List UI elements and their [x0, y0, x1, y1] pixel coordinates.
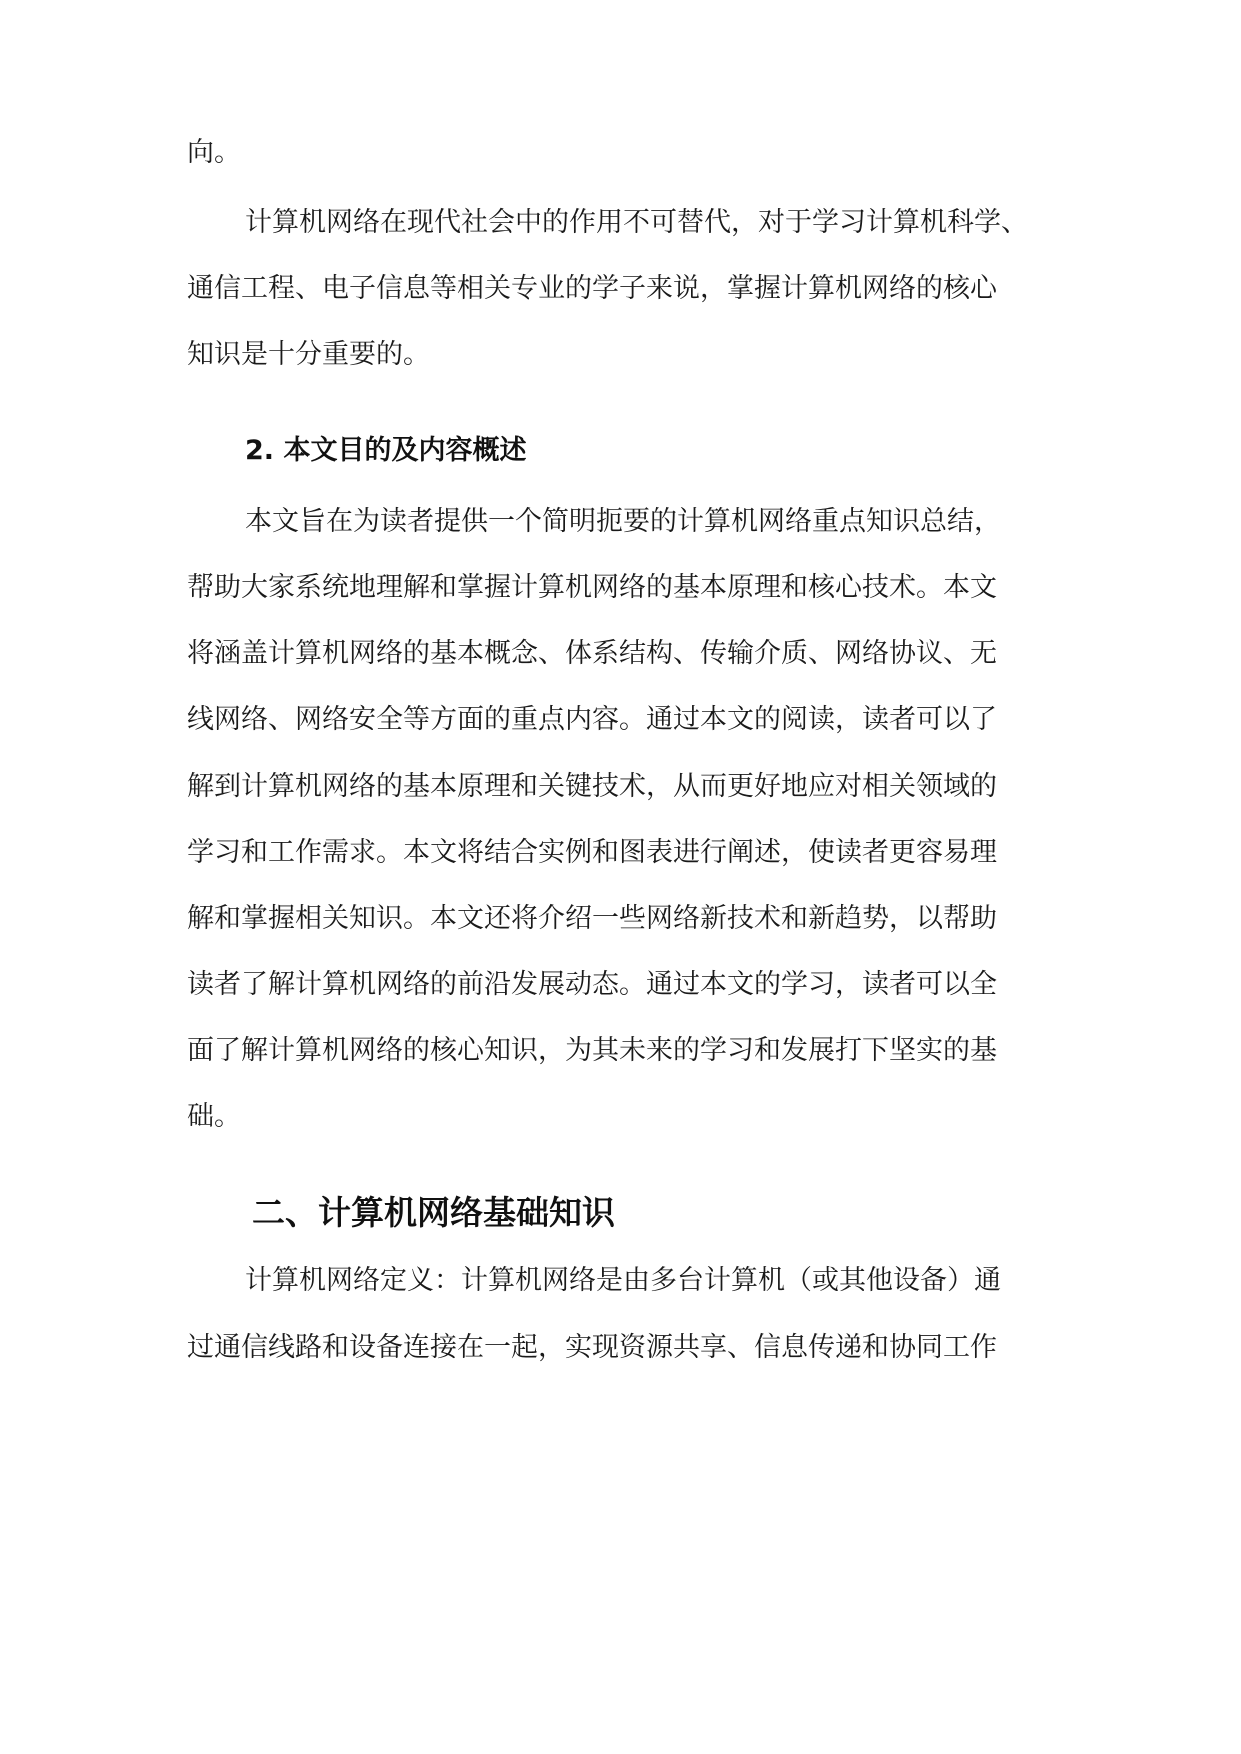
paragraph-line: 知识是十分重要的。: [187, 339, 430, 370]
paragraph-line: 解和掌握相关知识。本文还将介绍一些网络新技术和新趋势，以帮助: [187, 903, 997, 934]
paragraph-line: 读者了解计算机网络的前沿发展动态。通过本文的学习，读者可以全: [187, 969, 997, 1000]
paragraph-line: 计算机网络定义：计算机网络是由多台计算机（或其他设备）通: [245, 1265, 1001, 1296]
chapter-heading: 二、计算机网络基础知识: [252, 1193, 615, 1232]
paragraph-line: 计算机网络在现代社会中的作用不可替代，对于学习计算机科学、: [245, 207, 1028, 238]
paragraph-line: 向。: [187, 137, 241, 168]
paragraph-line: 本文旨在为读者提供一个简明扼要的计算机网络重点知识总结，: [245, 506, 1001, 537]
paragraph-line: 帮助大家系统地理解和掌握计算机网络的基本原理和核心技术。本文: [187, 572, 997, 603]
paragraph-line: 将涵盖计算机网络的基本概念、体系结构、传输介质、网络协议、无: [187, 638, 997, 669]
paragraph-line: 面了解计算机网络的核心知识，为其未来的学习和发展打下坚实的基: [187, 1035, 997, 1066]
paragraph-line: 础。: [187, 1101, 241, 1132]
paragraph-line: 解到计算机网络的基本原理和关键技术，从而更好地应对相关领域的: [187, 771, 997, 802]
section-heading: 2. 本文目的及内容概述: [245, 435, 527, 466]
paragraph-line: 线网络、网络安全等方面的重点内容。通过本文的阅读，读者可以了: [187, 704, 997, 735]
paragraph-line: 学习和工作需求。本文将结合实例和图表进行阐述，使读者更容易理: [187, 837, 997, 868]
paragraph-line: 过通信线路和设备连接在一起，实现资源共享、信息传递和协同工作: [187, 1332, 997, 1363]
paragraph-line: 通信工程、电子信息等相关专业的学子来说，掌握计算机网络的核心: [187, 273, 997, 304]
